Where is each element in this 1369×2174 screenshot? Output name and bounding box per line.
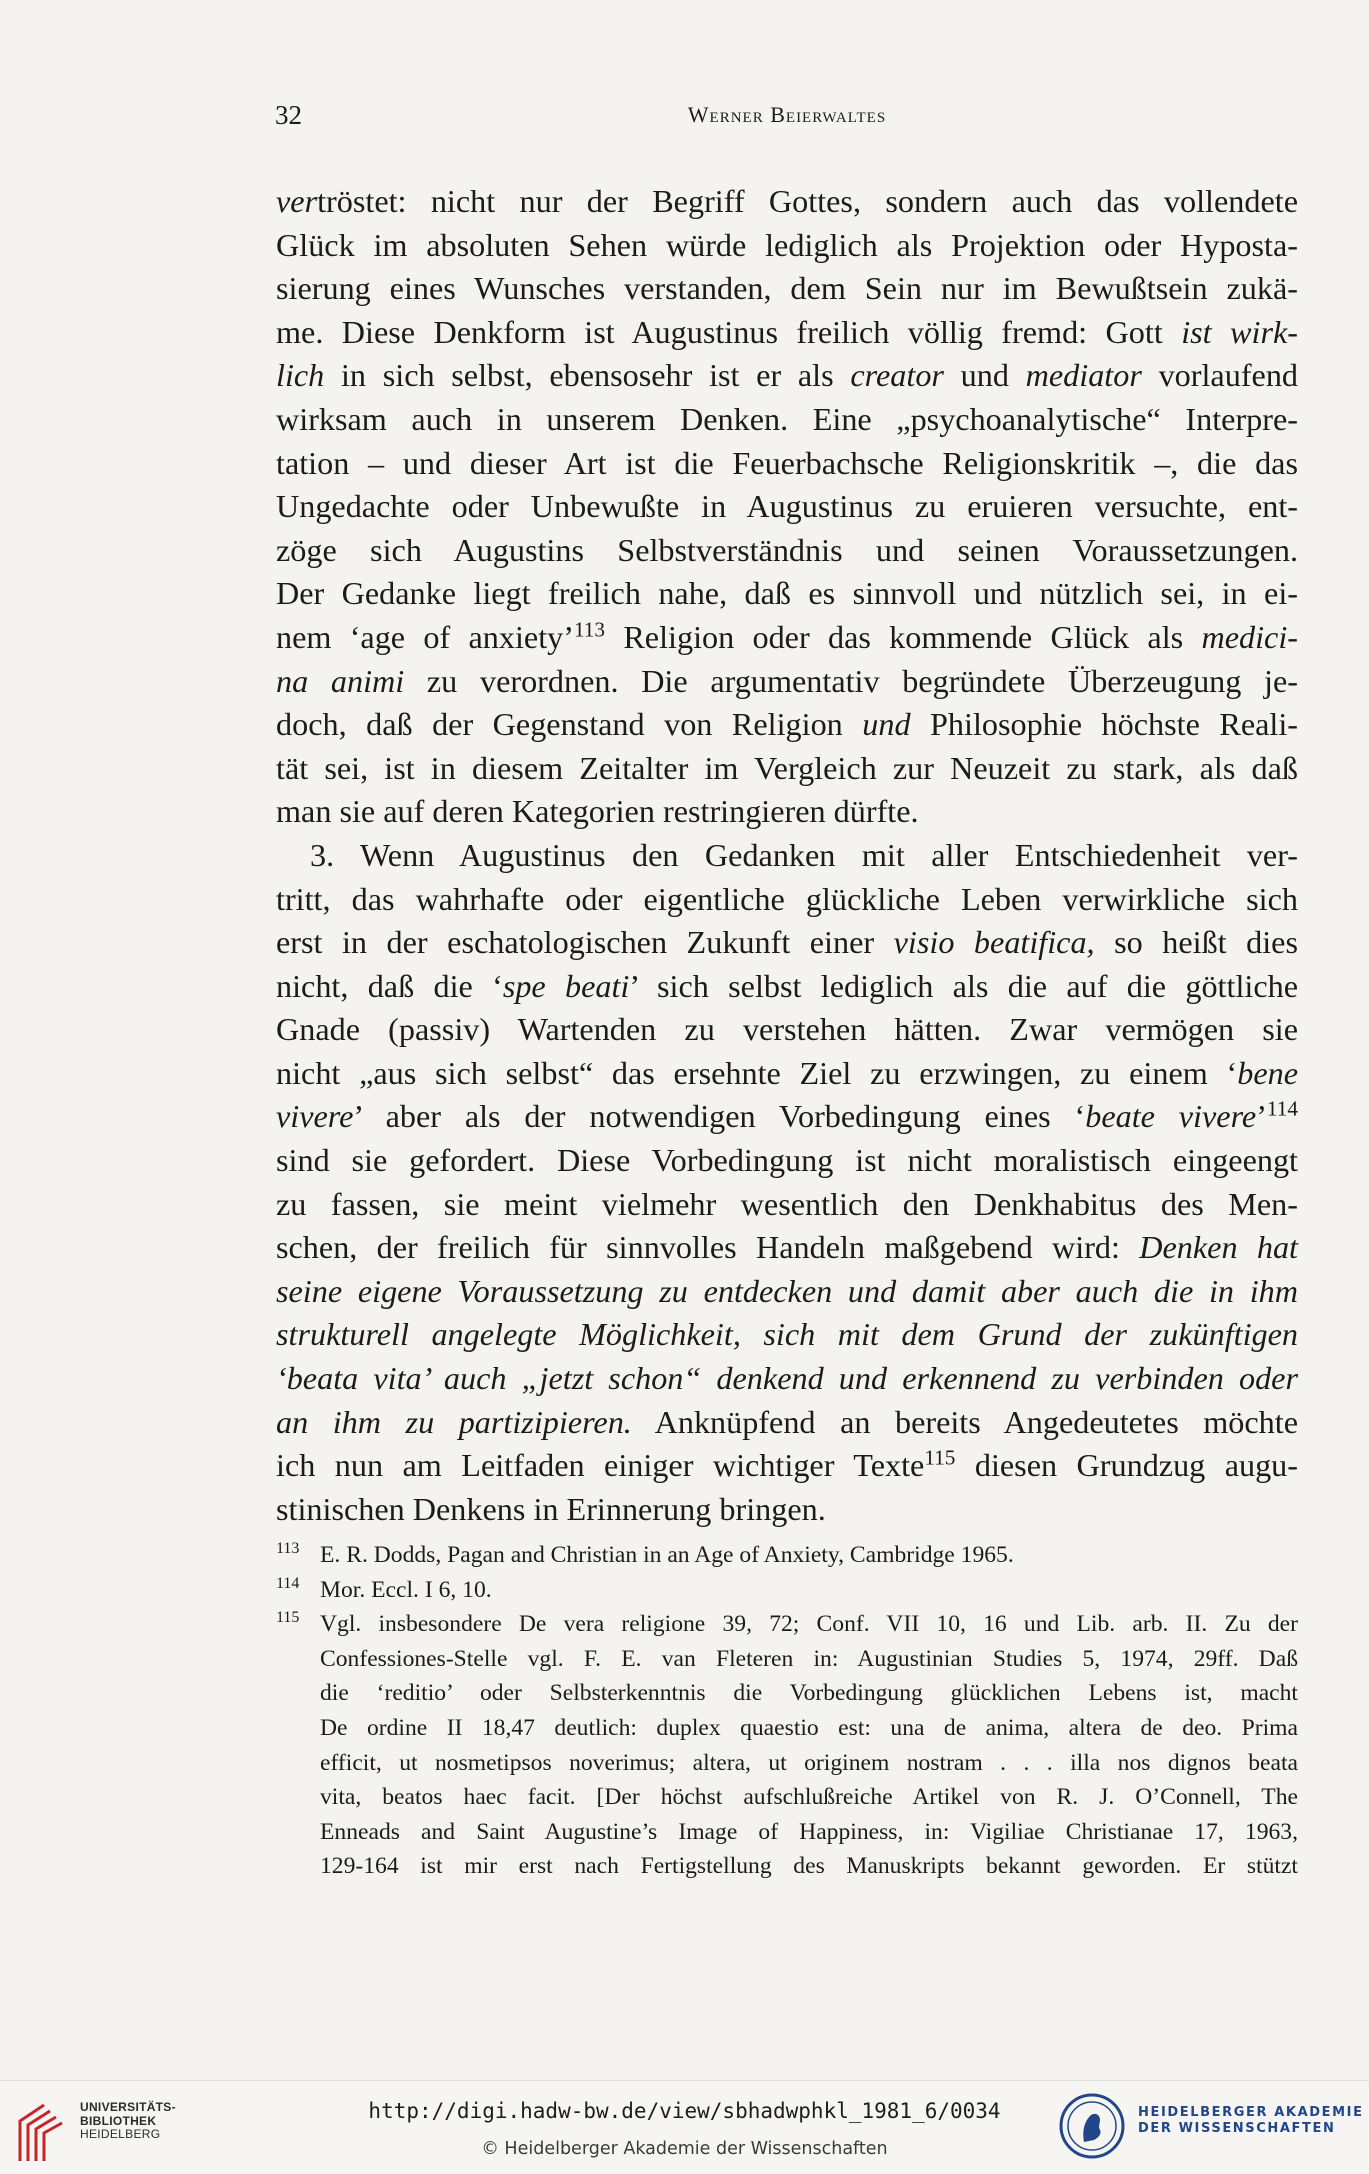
text-line (276, 1008, 1298, 1052)
italic-text: vivere (276, 1098, 354, 1135)
footnote (276, 1607, 1298, 1884)
academy-line-1: HEIDELBERGER AKADEMIE (1138, 2105, 1364, 2120)
text-run: 3. Wenn Augustinus den Gedanken mit aller Entschiedenheit ver- (310, 836, 1298, 873)
text-run: nicht, daß die ‘ (276, 967, 503, 1004)
text-line (276, 1226, 1298, 1270)
text-line (276, 354, 1298, 398)
text-line (276, 180, 1298, 224)
text-run: tät sei, ist in diesem Zeitalter im Vergleich zur Neuzeit zu stark, als daß (276, 749, 1298, 786)
footnote-line: Mor. Eccl. I 6, 10. (320, 1576, 492, 1603)
text-run: diesen Grundzug augu- (955, 1447, 1298, 1484)
footnotes (276, 1538, 1298, 1884)
text-run: sind sie gefordert. Diese Vorbedingung ist nicht moralistisch eingeengt (276, 1142, 1298, 1179)
italic-text: und (862, 706, 911, 743)
ub-line-1: UNIVERSITÄTS- (80, 2100, 176, 2114)
text-line (276, 572, 1298, 616)
footnote-line: 129-164 ist mir erst nach Fertigstellung des Manuskripts bekannt geworden. Er stützt (320, 1853, 1298, 1880)
text-run: zu verordnen. Die argumentativ begründete Überzeugung je- (404, 662, 1298, 699)
text-run: wirksam auch in unserem Denken. Eine „psychoanalytische“ Interpre- (276, 400, 1298, 437)
italic-text: visio beatifica, (893, 924, 1095, 961)
italic-text: strukturell angelegte Möglichkeit, sich mit dem Grund der zukünftigen (276, 1316, 1298, 1353)
text-line (276, 790, 1298, 834)
text-line (276, 1052, 1298, 1096)
text-run: Gnade (passiv) Wartenden zu verstehen hätten. Zwar vermögen sie (276, 1011, 1298, 1048)
academy-line-2: DER WISSENSCHAFTEN (1138, 2121, 1336, 2136)
text-run: stinischen Denkens in Erinnerung bringen. (276, 1490, 826, 1527)
text-run: tation – und dieser Art ist die Feuerbachsche Religionskritik –, die das (276, 444, 1298, 481)
copyright-notice: © Heidelberger Akademie der Wissenschaften (481, 2139, 888, 2159)
text-run: ’ (1256, 1098, 1267, 1135)
text-run: doch, daß der Gegenstand von Religion (276, 706, 863, 743)
text-run: zu fassen, sie meint vielmehr wesentlich den Denkhabitus des Men- (276, 1185, 1298, 1222)
text-run: me. Diese Denkform ist Augustinus freilich völlig fremd: Gott (276, 313, 1182, 350)
italic-text: an ihm zu partizipieren. (276, 1403, 632, 1440)
page-number: 32 (275, 100, 302, 130)
text-run: Anknüpfend an bereits Angedeutetes möchte (631, 1403, 1298, 1440)
text-line (276, 224, 1298, 268)
footnote-number: 113 (276, 1540, 300, 1557)
text-run: tröstet: nicht nur der Begriff Gottes, sondern auch das vollendete (317, 183, 1298, 219)
italic-text: medici- (1201, 618, 1298, 655)
text-line (276, 834, 1298, 878)
text-line (276, 878, 1298, 922)
main-text (276, 180, 1298, 1531)
text-line (276, 529, 1298, 573)
footnote (276, 1573, 1298, 1608)
text-line (276, 267, 1298, 311)
text-line (276, 1313, 1298, 1357)
footnote-reference[interactable]: 115 (924, 1445, 956, 1470)
italic-text: ver (276, 183, 318, 219)
text-line (276, 1401, 1298, 1445)
text-run: schen, der freilich für sinnvolles Handeln maßgebend wird: (276, 1229, 1140, 1266)
document-url-link[interactable]: http://digi.hadw-bw.de/view/sbhadwphkl_1981_6/0034 (368, 2099, 1001, 2123)
text-run: Glück im absoluten Sehen würde lediglich als Projektion oder Hyposta- (276, 226, 1298, 263)
footnote-line: Confessiones-Stelle vgl. F. E. van Fleteren in: Augustinian Studies 5, 1974, 29ff. Daß (320, 1645, 1298, 1672)
text-line (276, 616, 1298, 660)
text-run: ’ sich selbst lediglich als die auf die göttliche (629, 967, 1298, 1004)
footnote-number: 114 (276, 1574, 300, 1592)
text-line (276, 311, 1298, 355)
italic-text: beate vivere (1085, 1098, 1257, 1135)
ub-line-3: HEIDELBERG (80, 2127, 161, 2141)
text-run: und (943, 357, 1026, 394)
footnote-line: die ‘reditio’ oder Selbsterkenntnis die Vorbedingung glücklichen Lebens ist, macht (320, 1680, 1298, 1707)
text-line (276, 1183, 1298, 1227)
text-run: vorlaufend (1141, 357, 1299, 394)
text-line (276, 1095, 1298, 1139)
text-line (276, 442, 1298, 486)
ub-line-2: BIBLIOTHEK (80, 2113, 157, 2128)
italic-text: spe beati (502, 967, 630, 1004)
text-run: so heißt dies (1094, 924, 1298, 961)
text-line (276, 921, 1298, 965)
page-header (275, 100, 1299, 140)
running-head: Werner Beierwaltes (687, 102, 887, 127)
footnote (276, 1538, 1298, 1573)
text-run: tritt, das wahrhafte oder eigentliche glückliche Leben verwirkliche sich (276, 880, 1298, 917)
text-run: Religion oder das kommende Glück als (605, 618, 1202, 655)
italic-text: seine eigene Voraussetzung zu entdecken und damit aber auch die in ihm (276, 1272, 1298, 1309)
footnote-line: E. R. Dodds, Pagan and Christian in an Age of Anxiety, Cambridge 1965. (320, 1542, 1014, 1568)
text-line (276, 1139, 1298, 1183)
italic-text: lich (276, 357, 325, 394)
text-run: in sich selbst, ebensosehr ist er als (324, 357, 851, 394)
text-run: nem ‘age of anxiety’ (276, 618, 574, 655)
text-run: sierung eines Wunsches verstanden, dem Sein nur im Bewußtsein zukä- (276, 270, 1298, 307)
footnote-reference[interactable]: 114 (1266, 1096, 1298, 1121)
text-line (276, 1270, 1298, 1314)
text-line (276, 485, 1298, 529)
text-run: ich nun am Leitfaden einiger wichtiger Texte (276, 1447, 925, 1484)
text-run: zöge sich Augustins Selbstverständnis und seinen Voraussetzungen. (276, 531, 1298, 568)
italic-text: ‘beata vita’ auch „jetzt schon“ denkend und erkennend zu verbinden oder (276, 1360, 1298, 1397)
text-run: erst in der eschatologischen Zukunft einer (276, 924, 894, 961)
footer-bar (0, 2080, 1369, 2174)
academy-name (1138, 2105, 1364, 2137)
italic-text: ist wirk- (1181, 313, 1298, 350)
footnote-line: efficit, ut nosmetipsos noverimus; altera, ut originem nostram . . . illa nos dignos beata (320, 1749, 1298, 1776)
footnote-line: Vgl. insbesondere De vera religione 39, 72; Conf. VII 10, 16 und Lib. arb. II. Zu der (320, 1611, 1298, 1638)
italic-text: creator (850, 357, 944, 394)
text-line (276, 660, 1298, 704)
footnote-line: Enneads and Saint Augustine’s Image of Happiness, in: Vigiliae Christianae 17, 1963, (320, 1818, 1298, 1845)
text-line (276, 747, 1298, 791)
text-run: Philosophie höchste Reali- (910, 706, 1298, 743)
text-run: nicht „aus sich selbst“ das ersehnte Ziel zu erzwingen, zu einem ‘ (276, 1054, 1238, 1091)
italic-text: Denken hat (1139, 1229, 1298, 1266)
italic-text: bene (1237, 1054, 1298, 1091)
text-run: Ungedachte oder Unbewußte in Augustinus zu eruieren versuchte, ent- (276, 488, 1298, 525)
text-line (276, 1444, 1298, 1488)
italic-text: mediator (1025, 357, 1142, 394)
text-line (276, 1488, 1298, 1532)
text-run: ’ aber als der notwendigen Vorbedingung eines ‘ (353, 1098, 1086, 1135)
footnote-reference[interactable]: 113 (573, 617, 606, 642)
academy-seal-icon[interactable] (1058, 2092, 1126, 2160)
text-run: Der Gedanke liegt freilich nahe, daß es sinnvoll und nützlich sei, in ei- (276, 575, 1298, 612)
text-line (276, 965, 1298, 1009)
text-run: man sie auf deren Kategorien restringieren dürfte. (276, 793, 919, 830)
text-line (276, 703, 1298, 747)
footnote-line: vita, beatos haec facit. [Der höchst aufschlußreiche Artikel von R. J. O’Connell, The (320, 1784, 1298, 1811)
footnote-line: De ordine II 18,47 deutlich: duplex quaestio est: una de anima, altera de deo. Prima (320, 1714, 1298, 1741)
footnote-number: 115 (276, 1609, 300, 1627)
text-line (276, 398, 1298, 442)
text-line (276, 1357, 1298, 1401)
italic-text: na animi (276, 662, 405, 699)
